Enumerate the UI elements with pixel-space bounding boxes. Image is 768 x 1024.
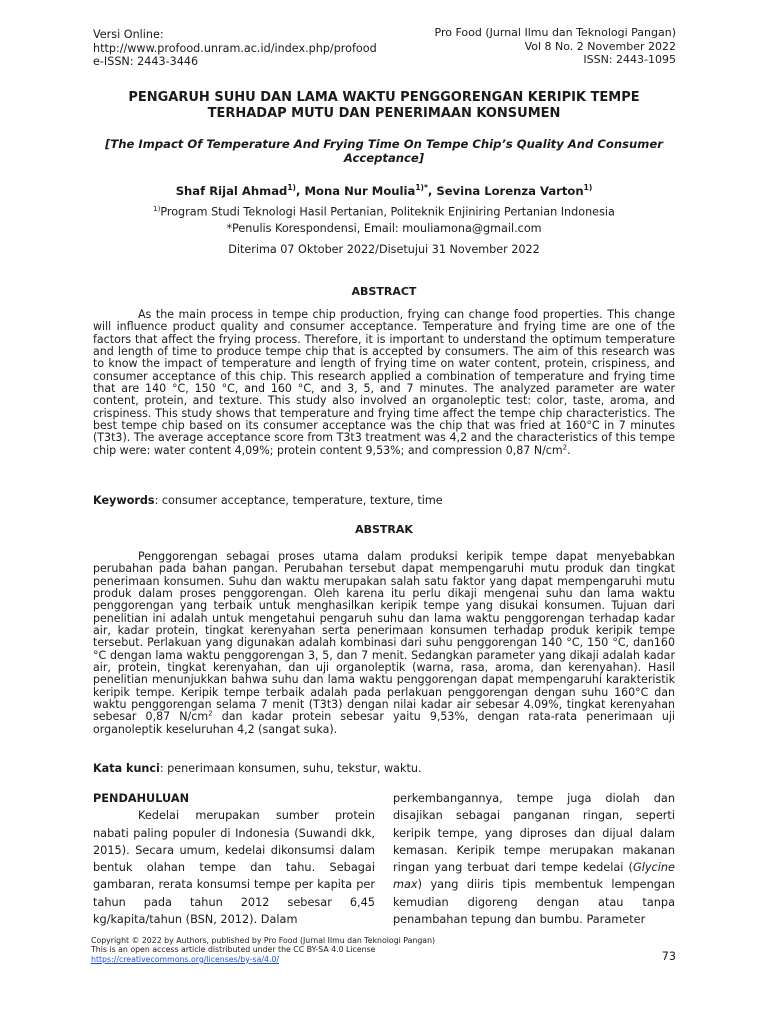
introduction-right-column <box>393 790 675 928</box>
license-link[interactable]: https://creativecommons.org/licenses/by-sa/4.0/ <box>91 954 280 964</box>
affiliation-block <box>90 201 678 238</box>
copyright-line: Copyright © 2022 by Authors, published by Pro Food (Jurnal Ilmu dan Teknologi Pangan) <box>91 936 436 945</box>
author-list <box>90 183 678 198</box>
online-version-info <box>93 28 377 69</box>
abstract-heading: ABSTRACT <box>351 285 417 298</box>
print-issn: ISSN: 2443-1095 <box>583 53 676 67</box>
author-affiliation-mark: 1) <box>583 183 593 192</box>
journal-url[interactable]: http://www.profood.unram.ac.id/index.php/profood <box>93 41 377 55</box>
affiliation <box>90 201 678 221</box>
received-accepted-dates: Diterima 07 Oktober 2022/Disetujui 31 November 2022 <box>228 243 540 256</box>
abstract-end: . <box>567 443 571 457</box>
author-affiliation-mark: 1) <box>287 183 296 192</box>
copyright-footer <box>91 936 435 964</box>
keywords-text: : consumer acceptance, temperature, texture, time <box>154 494 443 507</box>
author-separator: , <box>427 183 437 198</box>
author-name: Mona Nur Moulia <box>304 183 416 198</box>
introduction-left-column <box>93 790 375 928</box>
paper-title <box>90 90 678 121</box>
scientific-name: Glycine max <box>393 861 675 892</box>
author-name: Sevina Lorenza Varton <box>436 183 584 198</box>
abstrak-end: dan kadar protein sebesar yaitu 9,53%, dengan rata-rata penerimaan uji organoleptik keseluruhan 4,2 (sangat suka). <box>93 710 676 736</box>
affiliation-mark: 1) <box>153 205 161 213</box>
corresponding-author: *Penulis Korespondensi, Email: mouliamona@gmail.com <box>226 222 542 236</box>
author-affiliation-mark: 1)* <box>415 183 428 192</box>
kata-kunci-text: : penerimaan konsumen, suhu, tekstur, waktu. <box>159 762 422 775</box>
abstrak-body: Penggorengan sebagai proses utama dalam produksi keripik tempe dapat menyebabkan perubahan pada bahan pangan. Perubahan tersebut dapat mempengaruhi mutu produk dan tingkat penerimaan konsumen. Suhu dan waktu merupakan salah satu faktor yang dapat mempengaruhi mutu produk dalam proses penggorengan. Oleh karena itu perlu dikaji mengenai suhu dan lama waktu penggorengan yang terbaik untuk menghasilkan keripik tempe yang disukai konsumen. Tujuan dari penelitian ini adalah untuk mengetahui pengaruh suhu dan lama waktu penggorengan terhadap kadar air, kadar protein, tingkat kerenyahan serta penerimaan konsumen terhadap produk keripik tempe tersebut. Perlakuan yang digunakan adalah kombinasi dari suhu penggorengan 140 °C, 150 °C, dan160 °C dengan lama waktu penggorengan 3, 5, dan 7 menit. Sedangkan parameter yang dikaji adalah kadar air, protein, tingkat kerenyahan, dan uji organoleptik (warna, rasa, aroma, dan kerenyahan). Hasil penelitian menunjukkan bahwa suhu dan lama waktu penggorengan dapat mempengaruhi karakteristik keripik tempe. Keripik tempe terbaik adalah pada perlakuan penggorengan dengan suhu 160°C dan waktu penggorengan selama 7 menit (T3t3) dengan nilai kadar air sebesar 4.09%, tingkat kerenyahan sebesar 0,87 N/cm <box>93 550 675 724</box>
journal-volume: Vol 8 No. 2 November 2022 <box>524 39 676 53</box>
affiliation-text: Program Studi Teknologi Hasil Pertanian, Politeknik Enjiniring Pertanian Indonesia <box>160 205 615 219</box>
kata-kunci-label: Kata kunci <box>93 762 160 775</box>
kata-kunci <box>93 762 675 775</box>
introduction-paragraph-continued <box>393 790 675 928</box>
abstrak-heading: ABSTRAK <box>355 523 413 536</box>
paper-title-line: TERHADAP MUTU DAN PENERIMAAN KONSUMEN <box>207 105 561 121</box>
journal-name: Pro Food (Jurnal Ilmu dan Teknologi Pangan) <box>434 26 676 39</box>
abstrak-text <box>93 551 675 736</box>
abstract-body: As the main process in tempe chip production, frying can change food properties. This change will influence product quality and consumer acceptance. Temperature and frying time are one of the factors that affect the frying process. Therefore, it is important to understand the optimum temperature and length of time to produce tempe chip that is accepted by consumers. The aim of this research was to know the impact of temperature and length of frying time on water content, protein, crispiness, and consumer acceptance of this chip. This research applied a combination of temperature and frying time that are 140 °C, 150 °C, and 160 °C, and 3, 5, and 7 minutes. The analyzed parameter are water content, protein, and texture. This study also involved an organoleptic test: color, taste, aroma, and crispiness. This study shows that temperature and frying time affect the tempe chip characteristics. The best tempe chip based on its consumer acceptance was the chip that was fried at 160°C in 7 minutes (T3t3). The average acceptance score from T3t3 treatment was 4,2 and the characteristics of this tempe chip were: water content 4,09%; protein content 9,53%; and compression 0,87 N/cm <box>93 308 675 457</box>
paper-title-line: PENGARUH SUHU DAN LAMA WAKTU PENGGORENGAN KERIPIK TEMPE <box>128 90 640 105</box>
superscript: 2 <box>562 443 568 452</box>
keywords-label: Keywords <box>93 494 155 507</box>
online-version-label: Versi Online: <box>93 28 164 41</box>
journal-info <box>435 26 676 67</box>
english-title-line: Acceptance] <box>343 151 425 166</box>
abstract-text <box>93 309 675 457</box>
e-issn: e-ISSN: 2443-3446 <box>93 55 199 69</box>
keywords <box>93 494 675 507</box>
introduction-heading: PENDAHULUAN <box>93 792 190 805</box>
author-name: Shaf Rijal Ahmad <box>175 183 288 198</box>
paragraph-text: ) yang diiris tipis membentuk lempengan kemudian digoreng dengan atau tanpa penambahan tepung dan bumbu. Parameter <box>393 878 675 927</box>
introduction-paragraph: Kedelai merupakan sumber protein nabati paling populer di Indonesia (Suwandi dkk, 2015). Secara umum, kedelai dikonsumsi dalam bentuk olahan tempe dan tahu. Sebagai gambaran, rerata konsumsi tempe per kapita per tahun pada tahun 2012 sebesar 6,45 kg/kapita/tahun (BSN, 2012). Dalam <box>93 809 375 927</box>
page-number: 73 <box>661 950 676 963</box>
paper-english-title <box>96 137 672 165</box>
english-title-line: [The Impact Of Temperature And Frying Time On Tempe Chip’s Quality And Consumer <box>105 137 663 151</box>
superscript: 2 <box>208 709 213 718</box>
paragraph-text: perkembangannya, tempe juga diolah dan disajikan sebagai panganan ringan, seperti keripik tempe, yang diproses dan dijual dalam kemasan. Keripik tempe merupakan makanan ringan yang terbuat dari tempe kedelai ( <box>393 792 675 875</box>
author-separator: , <box>296 183 305 198</box>
license-line: This is an open access article distributed under the CC BY-SA 4.0 License <box>91 945 376 955</box>
